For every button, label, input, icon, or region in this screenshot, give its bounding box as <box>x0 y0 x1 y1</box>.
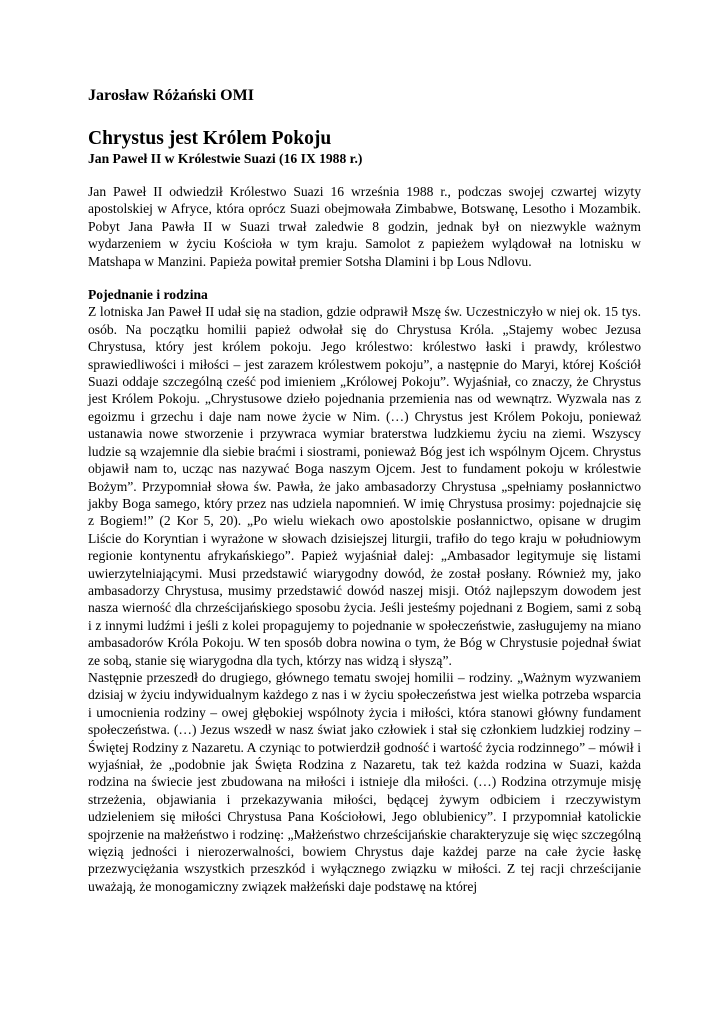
document-page <box>88 86 641 895</box>
document-subtitle: Jan Paweł II w Królestwie Suazi (16 IX 1988 r.) <box>88 151 363 166</box>
intro-paragraph: Jan Paweł II odwiedził Królestwo Suazi 16 września 1988 r., podczas swojej czwartej wizyty apostolskiej w Afryce, która oprócz Suazi obejmowała Zimbabwe, Botswanę, Lesotho i Mozambik. Pobyt Jana Pawła II w Suazi trwał zaledwie 8 godzin, jednak był on niezwykle ważnym wydarzeniem w życiu Kościoła w tym kraju. Samolot z papieżem wylądował na lotnisku w Matshapa w Manzini. Papieża powitał premier Sotsha Dlamini i bp Lous Ndlovu. <box>88 184 641 269</box>
section-heading: Pojednanie i rodzina <box>88 287 208 303</box>
body-paragraph-1: Z lotniska Jan Paweł II udał się na stadion, gdzie odprawił Mszę św. Uczestniczyło w niej ok. 15 tys. osób. Na początku homilii papież odwołał się do Chrystusa Króla. „Stajemy wobec Jezusa Chrystusa, który jest królem pokoju. Jego królestwo: królestwo łaski i prawdy, królestwo sprawiedliwości i miłości – jest zarazem królestwem pokoju”, a następnie do Maryi, której Kościół Suazi oddaje szczególną cześć pod imieniem „Królowej Pokoju”. Wyjaśniał, co znaczy, że Chrystus jest Królem Pokoju. „Chrystusowe dzieło pojednania przemienia nas od wewnątrz. Wyzwala nas z egoizmu i grzechu i daje nam nowe życie w Nim. (…) Chrystus jest Królem Pokoju, ponieważ ustanawia nowe stworzenie i przywraca wymiar braterstwa ludzkiemu życiu na ziemi. Wszyscy ludzie są wzajemnie dla siebie braćmi i siostrami, ponieważ Bóg jest ich wspólnym Ojcem. Chrystus objawił nam to, ucząc nas nazywać Boga naszym Ojcem. Jest to fundament pokoju w królestwie Bożym”. Przypomniał słowa św. Pawła, że jako ambasadorzy Chrystusa „spełniamy posłannictwo jakby Boga samego, który przez nas udziela napomnień. W imię Chrystusa prosimy: pojednajcie się z Bogiem!” (2 Kor 5, 20). „Po wielu wiekach owo apostolskie posłannictwo, opisane w drugim Liście do Koryntian i wyrażone w słowach dzisiejszej liturgii, trafiło do tego kraju w południowym regionie kontynentu afrykańskiego”. Papież wyjaśniał dalej: „Ambasador legitymuje się listami uwierzytelniającymi. Musi przedstawić wiarygodny dowód, że został posłany. Również my, jako ambasadorzy Chrystusa, musimy przedstawić dowód naszej misji. Otóż najlepszym dowodem jest nasza wierność dla chrześcijańskiego sposobu życia. Jeśli jesteśmy pojednani z Bogiem, sami z sobą i z innymi ludźmi i jeśli z kolei propagujemy to pojednanie w społeczeństwie, zasługujemy na miano ambasadorów Króla Pokoju. W ten sposób dobra nowina o tym, że Bóg w Chrystusie pojednał świat ze sobą, stanie się wiarygodna dla tych, którzy nas widzą i słyszą”. <box>88 304 641 668</box>
body-paragraph-2: Następnie przeszedł do drugiego, głównego tematu swojej homilii – rodziny. „Ważnym wyzwaniem dzisiaj w życiu indywidualnym każdego z nas i w życiu społeczeństwa jest wielka potrzeba wsparcia i umocnienia rodziny – owej głębokiej wspólnoty życia i miłości, która stanowi główny fundament społeczeństwa. (…) Jezus wszedł w nasz świat jako człowiek i stał się członkiem ludzkiej rodziny – Świętej Rodziny z Nazaretu. A czyniąc to potwierdził godność i wartość życia rodzinnego” – mówił i wyjaśniał, że „podobnie jak Święta Rodzina z Nazaretu, tak też każda rodzina w Suazi, każda rodzina na świecie jest zbudowana na miłości i istnieje dla miłości. (…) Rodzina otrzymuje misję strzeżenia, objawiania i przekazywania miłości, będącej żywym odbiciem i rzeczywistym udzieleniem się miłości Chrystusa Pana Kościołowi, Jego oblubienicy”. I przypomniał katolickie spojrzenie na małżeństwo i rodzinę: „Małżeństwo chrześcijańskie charakteryzuje się więc szczególną więzią jedności i nierozerwalności, bowiem Chrystus daje każdej parze na całe życie łaskę przezwyciężania wszystkich przeszkód i wyłącznego związku w miłości. Z tej racji chrześcijanie uważają, że monogamiczny związek małżeński daje podstawę na której <box>88 669 641 894</box>
document-title: Chrystus jest Królem Pokoju <box>88 128 332 149</box>
author-name: Jarosław Różański OMI <box>88 87 254 104</box>
